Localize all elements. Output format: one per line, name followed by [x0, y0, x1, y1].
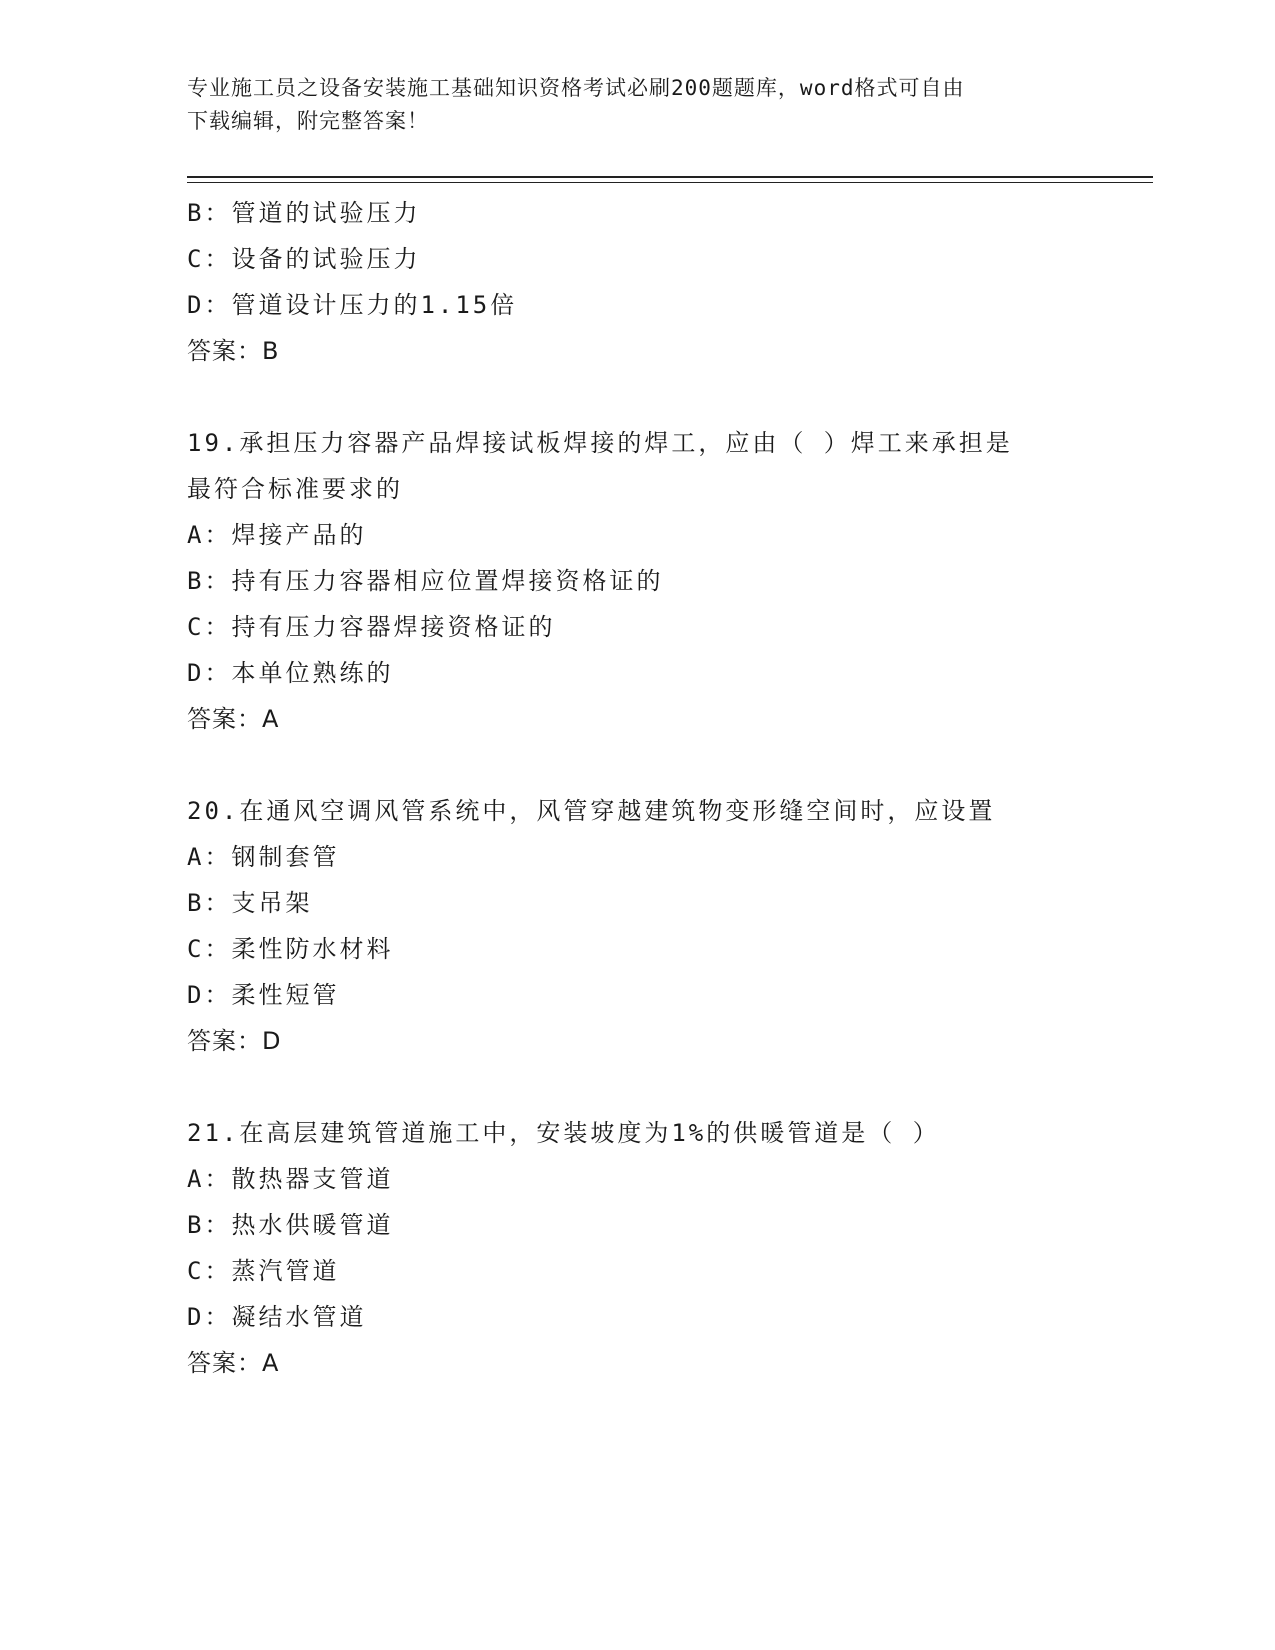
option-b: B：热水供暖管道 — [187, 1211, 394, 1239]
question-stem: 19.承担压力容器产品焊接试板焊接的焊工，应由（ ）焊工来承担是 — [187, 429, 1013, 457]
header-line-1: 专业施工员之设备安装施工基础知识资格考试必刷200题题库，word格式可自由 — [187, 76, 965, 100]
option-c: C：柔性防水材料 — [187, 935, 394, 963]
spacer — [187, 374, 1087, 420]
question-stem: 20.在通风空调风管系统中，风管穿越建筑物变形缝空间时，应设置 — [187, 797, 996, 825]
spacer — [187, 1064, 1087, 1110]
option-a: A：钢制套管 — [187, 843, 340, 871]
option-d: D：柔性短管 — [187, 981, 340, 1009]
option-b: B：支吊架 — [187, 889, 313, 917]
answer-label: 答案：A — [187, 1349, 280, 1377]
option-b: B：管道的试验压力 — [187, 199, 421, 227]
spacer — [187, 742, 1087, 788]
question-18 — [187, 190, 1087, 374]
answer-label: 答案：D — [187, 1027, 282, 1055]
option-a: A：焊接产品的 — [187, 521, 367, 549]
option-b: B：持有压力容器相应位置焊接资格证的 — [187, 567, 664, 595]
option-a: A：散热器支管道 — [187, 1165, 394, 1193]
header-line-2: 下载编辑，附完整答案！ — [187, 109, 429, 133]
option-c: C：蒸汽管道 — [187, 1257, 340, 1285]
question-19 — [187, 420, 1087, 742]
option-c: C：持有压力容器焊接资格证的 — [187, 613, 556, 641]
option-d: D：凝结水管道 — [187, 1303, 367, 1331]
question-21 — [187, 1110, 1087, 1386]
answer-label: 答案：A — [187, 705, 280, 733]
answer-label: 答案：B — [187, 337, 280, 365]
option-c: C：设备的试验压力 — [187, 245, 421, 273]
header-divider-thin — [187, 182, 1153, 183]
question-stem-continued: 最符合标准要求的 — [187, 475, 403, 503]
question-stem: 21.在高层建筑管道施工中，安装坡度为1%的供暖管道是（ ） — [187, 1119, 940, 1147]
question-20 — [187, 788, 1087, 1064]
option-d: D：管道设计压力的1.15倍 — [187, 291, 518, 319]
header-divider — [187, 176, 1153, 178]
question-list — [187, 190, 1087, 1386]
option-d: D：本单位熟练的 — [187, 659, 394, 687]
document-header — [187, 72, 1067, 138]
